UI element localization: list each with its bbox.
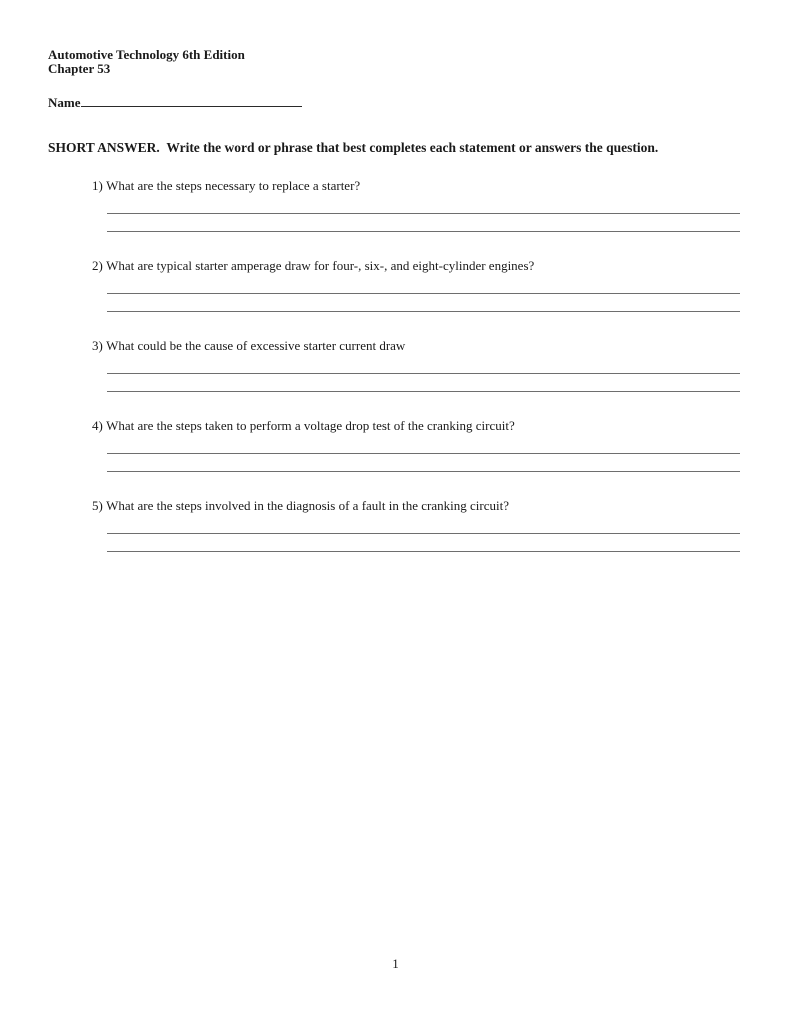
answer-blank-line [107, 516, 740, 534]
question-text [92, 338, 740, 353]
question-1 [48, 178, 740, 232]
chapter-label: Chapter 53 [48, 61, 111, 76]
question-text [92, 258, 740, 273]
question-number: 3) [92, 338, 103, 353]
answer-area [107, 196, 740, 232]
question-body: What are typical starter amperage draw for four-, six-, and eight-cylinder engines? [106, 258, 535, 273]
question-5 [48, 498, 740, 552]
document-header [48, 48, 740, 76]
question-text [92, 498, 740, 513]
name-blank-line [81, 95, 302, 107]
question-text [92, 178, 740, 193]
answer-blank-line [107, 214, 740, 232]
answer-area [107, 516, 740, 552]
answer-blank-line [107, 534, 740, 552]
question-number: 1) [92, 178, 103, 193]
question-4 [48, 418, 740, 472]
name-label: Name [48, 95, 81, 110]
question-2 [48, 258, 740, 312]
answer-blank-line [107, 356, 740, 374]
answer-blank-line [107, 374, 740, 392]
section-instructions: SHORT ANSWER. Write the word or phrase that best completes each statement or answers the question. [48, 140, 659, 155]
document-title: Automotive Technology 6th Edition [48, 47, 245, 62]
answer-blank-line [107, 436, 740, 454]
question-body: What are the steps necessary to replace a starter? [106, 178, 361, 193]
answer-area [107, 356, 740, 392]
answer-area [107, 436, 740, 472]
question-number: 4) [92, 418, 103, 433]
question-number: 5) [92, 498, 103, 513]
question-body: What are the steps involved in the diagnosis of a fault in the cranking circuit? [106, 498, 509, 513]
question-list [48, 178, 740, 552]
page-number: 1 [392, 956, 399, 971]
answer-blank-line [107, 454, 740, 472]
answer-blank-line [107, 276, 740, 294]
question-body: What are the steps taken to perform a voltage drop test of the cranking circuit? [106, 418, 515, 433]
answer-blank-line [107, 294, 740, 312]
answer-area [107, 276, 740, 312]
question-body: What could be the cause of excessive starter current draw [106, 338, 406, 353]
question-text [92, 418, 740, 433]
answer-blank-line [107, 196, 740, 214]
name-row [48, 95, 740, 111]
question-3 [48, 338, 740, 392]
question-number: 2) [92, 258, 103, 273]
